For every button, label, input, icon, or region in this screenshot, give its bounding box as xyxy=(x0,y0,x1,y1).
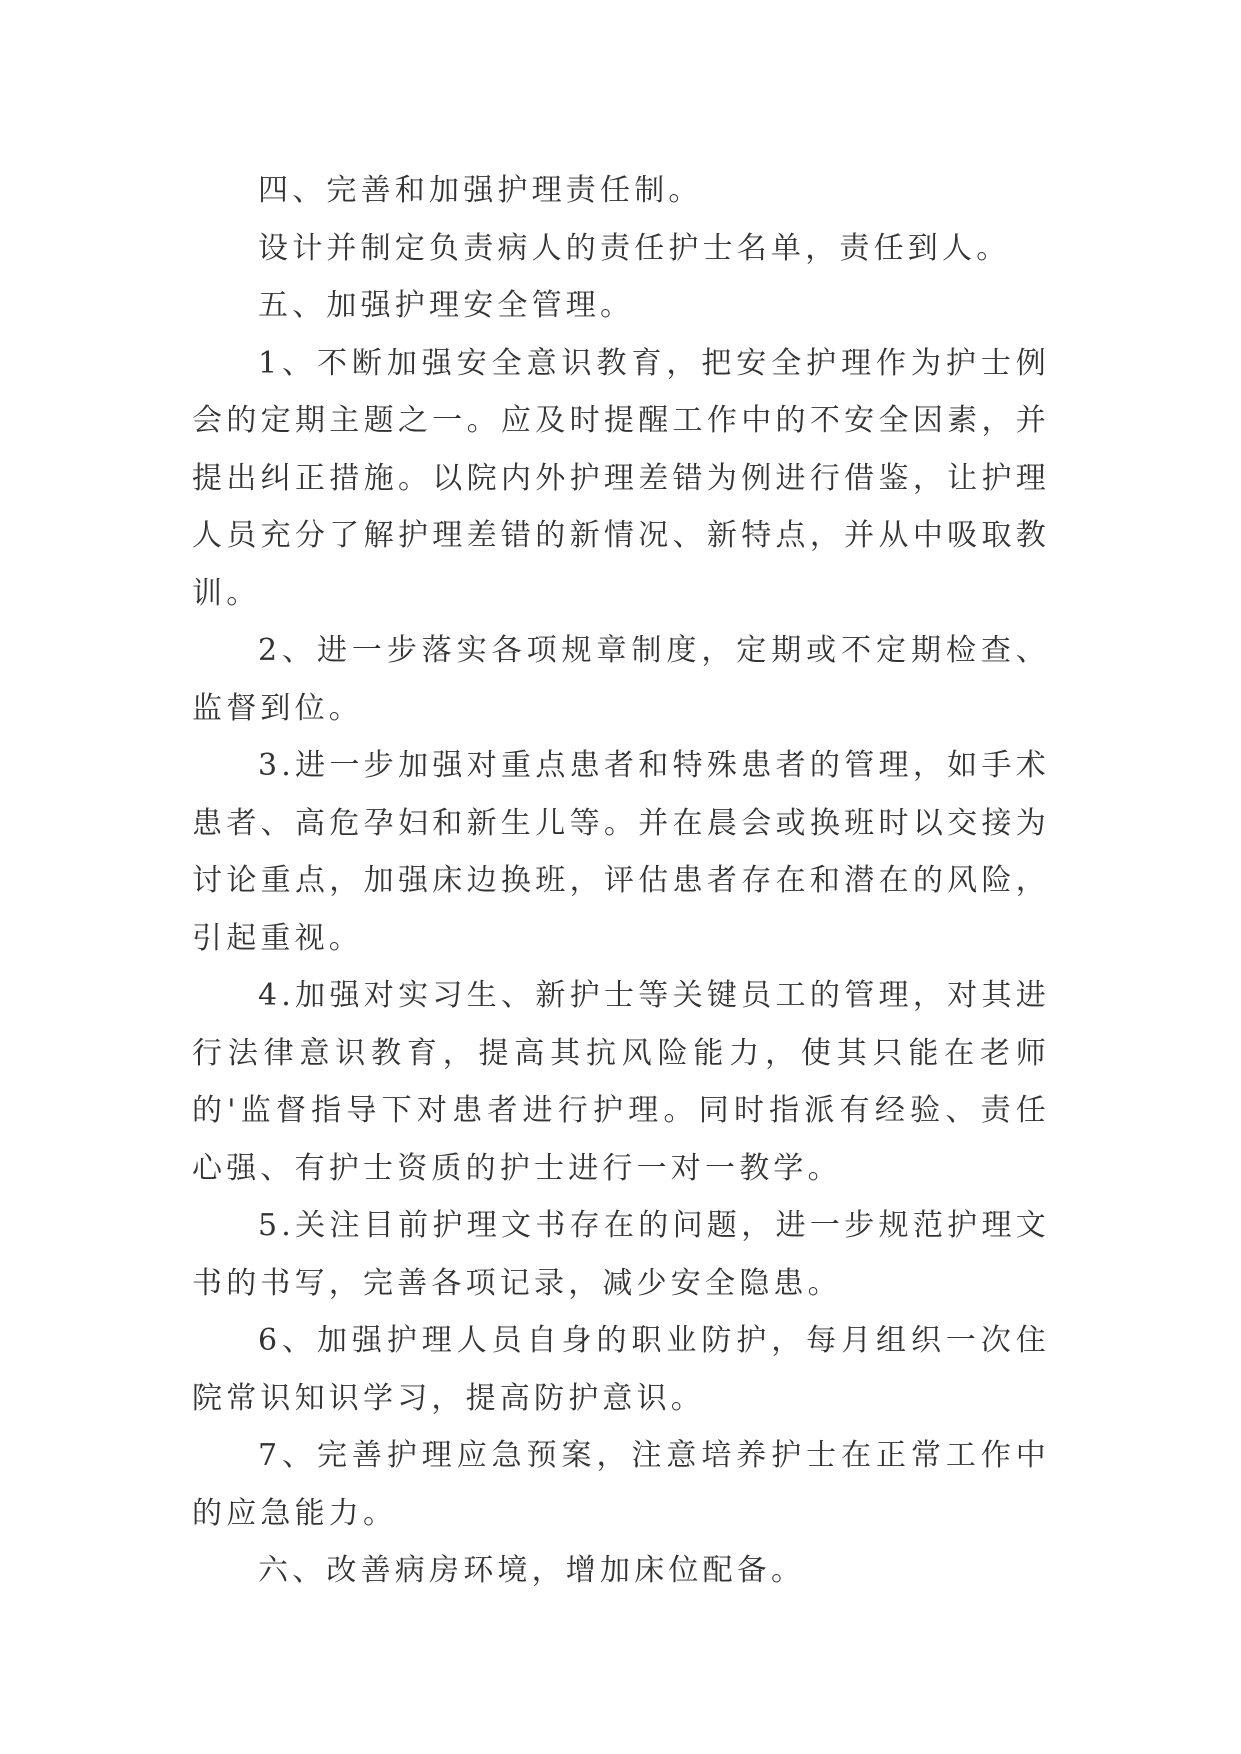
list-item-2: 2、进一步落实各项规章制度，定期或不定期检查、监督到位。 xyxy=(192,633,1050,726)
list-item-4: 4.加强对实习生、新护士等关键员工的管理，对其进行法律意识教育，提高其抗风险能力，使其只能在老师的'监督指导下对患者进行护理。同时指派有经验、责任心强、有护士资质的护士进行一对一教学。 xyxy=(192,978,1050,1186)
section-heading-4: 四、完善和加强护理责任制。 xyxy=(258,173,703,208)
section-heading-6: 六、改善病房环境，增加床位配备。 xyxy=(258,1553,806,1588)
list-item-1: 1、不断加强安全意识教育，把安全护理作为护士例会的定期主题之一。应及时提醒工作中的不安全因素，并提出纠正措施。以院内外护理差错为例进行借鉴，让护理人员充分了解护理差错的新情况、新特点，并从中吸取教训。 xyxy=(192,345,1050,611)
list-item-7: 7、完善护理应急预案，注意培养护士在正常工作中的应急能力。 xyxy=(192,1438,1050,1531)
document-body xyxy=(192,162,1050,1600)
list-item-3: 3.进一步加强对重点患者和特殊患者的管理，如手术患者、高危孕妇和新生儿等。并在晨会或换班时以交接为讨论重点，加强床边换班，评估患者存在和潜在的风险，引起重视。 xyxy=(192,748,1050,956)
list-item-6: 6、加强护理人员自身的职业防护，每月组织一次住院常识知识学习，提高防护意识。 xyxy=(192,1323,1050,1416)
paragraph: 设计并制定负责病人的责任护士名单，责任到人。 xyxy=(258,230,1011,266)
section-heading-5: 五、加强护理安全管理。 xyxy=(258,288,635,323)
list-item-5: 5.关注目前护理文书存在的问题，进一步规范护理文书的书写，完善各项记录，减少安全隐患。 xyxy=(192,1208,1050,1301)
